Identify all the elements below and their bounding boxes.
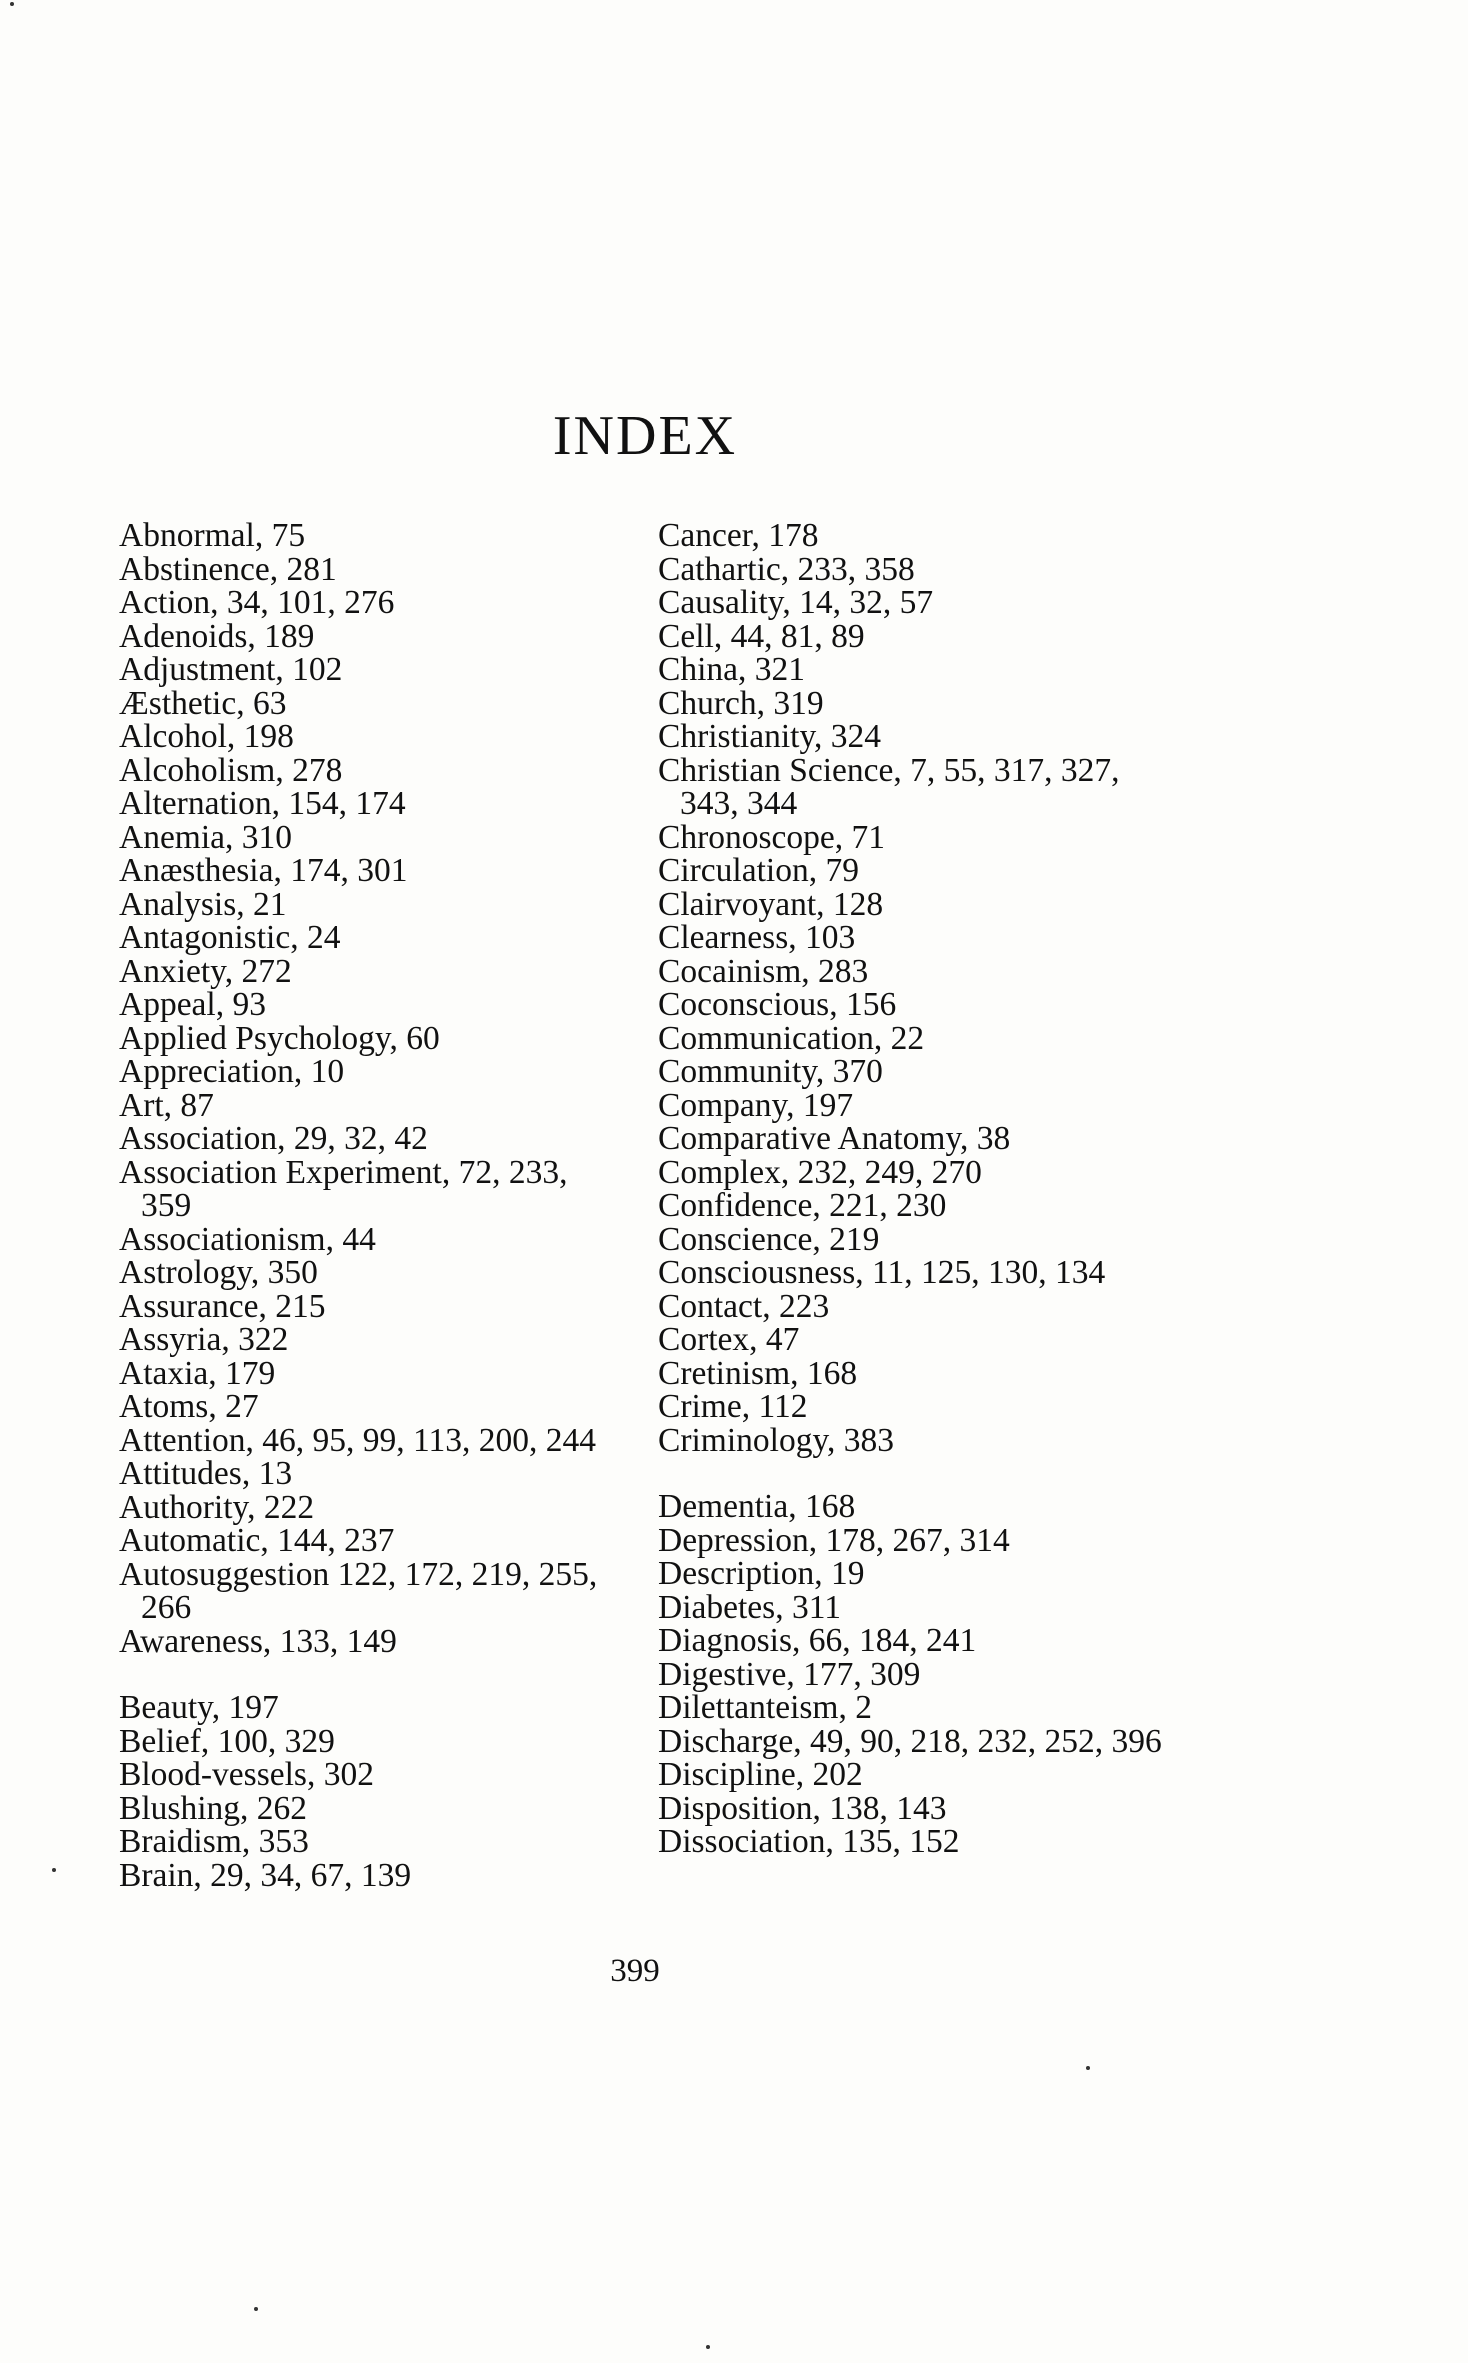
index-entry: Crime, 112 (658, 1388, 808, 1425)
index-entry: Association, 29, 32, 42 (119, 1120, 428, 1157)
index-entry: Confidence, 221, 230 (658, 1187, 947, 1224)
index-entry: Cell, 44, 81, 89 (658, 617, 865, 655)
print-speck (52, 1868, 56, 1872)
index-entry: Analysis, 21 (119, 885, 287, 923)
index-entry: Awareness, 133, 149 (119, 1622, 397, 1660)
index-entry: Brain, 29, 34, 67, 139 (119, 1856, 412, 1894)
index-entry: China, 321 (658, 651, 806, 688)
print-speck (706, 2345, 710, 2349)
index-entry: Church, 319 (658, 684, 824, 722)
index-entry: Cathartic, 233, 358 (658, 550, 915, 588)
index-entry: Discharge, 49, 90, 218, 232, 252, 396 (658, 1722, 1162, 1760)
index-entry: Clearness, 103 (658, 919, 856, 956)
index-entry: Attitudes, 13 (119, 1455, 293, 1492)
index-entry: Anxiety, 272 (119, 952, 292, 990)
index-entry: Appeal, 93 (119, 986, 266, 1023)
index-entry: Circulation, 79 (658, 852, 859, 889)
index-entry: Assurance, 215 (119, 1287, 326, 1325)
index-entry: Digestive, 177, 309 (658, 1655, 921, 1693)
index-entry: Comparative Anatomy, 38 (658, 1120, 1011, 1157)
index-entry: Cortex, 47 (658, 1321, 800, 1358)
index-entry: Blushing, 262 (119, 1789, 307, 1827)
print-speck (10, 2, 14, 6)
index-entry: Automatic, 144, 237 (119, 1522, 395, 1559)
index-entry: Christianity, 324 (658, 718, 882, 755)
index-entry: Braidism, 353 (119, 1823, 309, 1860)
index-entry: Autosuggestion 122, 172, 219, 255, 266 (119, 1555, 598, 1626)
index-entry: Description, 19 (658, 1555, 865, 1592)
index-entry: Causality, 14, 32, 57 (658, 584, 934, 621)
print-speck (1086, 2066, 1090, 2070)
index-entry: Community, 370 (658, 1053, 883, 1090)
index-entry: Appreciation, 10 (119, 1053, 345, 1090)
index-entry: Atoms, 27 (119, 1388, 259, 1425)
index-entry: Blood-vessels, 302 (119, 1756, 374, 1793)
index-entry: Consciousness, 11, 125, 130, 134 (658, 1254, 1106, 1291)
index-entry: Adenoids, 189 (119, 617, 315, 655)
index-column-right (658, 519, 1178, 1859)
index-entry: Communication, 22 (658, 1019, 925, 1057)
index-entry: Assyria, 322 (119, 1321, 289, 1358)
index-entry: Ataxia, 179 (119, 1354, 276, 1392)
index-entry: Authority, 222 (119, 1488, 315, 1526)
index-entry: Clairvoyant, 128 (658, 885, 884, 923)
index-entry: Æsthetic, 63 (119, 684, 287, 722)
index-entry: Alternation, 154, 174 (119, 785, 406, 822)
index-entry: Attention, 46, 95, 99, 113, 200, 244 (119, 1421, 597, 1459)
index-entry: Dilettanteism, 2 (658, 1689, 872, 1726)
print-speck (254, 2307, 258, 2311)
index-entry: Beauty, 197 (119, 1689, 279, 1726)
index-entry: Dementia, 168 (658, 1488, 856, 1525)
index-entry: Company, 197 (658, 1086, 854, 1124)
index-entry: Abnormal, 75 (119, 517, 306, 554)
index-entry: Associationism, 44 (119, 1220, 376, 1258)
index-entry: Belief, 100, 329 (119, 1722, 335, 1760)
index-entry: Disposition, 138, 143 (658, 1789, 947, 1827)
index-entry: Abstinence, 281 (119, 550, 337, 588)
index-entry: Anemia, 310 (119, 818, 293, 856)
page-title: INDEX (552, 405, 738, 467)
index-entry: Depression, 178, 267, 314 (658, 1521, 1010, 1559)
index-entry: Coconscious, 156 (658, 986, 897, 1023)
index-column-left (119, 519, 619, 1892)
index-entry: Chronoscope, 71 (658, 818, 886, 856)
index-entry: Diabetes, 311 (658, 1588, 841, 1626)
index-entry: Applied Psychology, 60 (119, 1019, 440, 1057)
page-number: 399 (610, 1953, 660, 1989)
index-entry: Alcoholism, 278 (119, 751, 343, 789)
index-entry: Diagnosis, 66, 184, 241 (658, 1622, 977, 1659)
index-entry: Cancer, 178 (658, 517, 819, 554)
index-entry: Discipline, 202 (658, 1756, 863, 1793)
index-entry: Anæsthesia, 174, 301 (119, 852, 408, 889)
index-entry: Dissociation, 135, 152 (658, 1823, 960, 1860)
index-entry: Adjustment, 102 (119, 651, 343, 688)
index-entry: Art, 87 (119, 1086, 214, 1124)
index-entry: Alcohol, 198 (119, 718, 294, 755)
index-entry: Cretinism, 168 (658, 1354, 858, 1392)
index-entry: Conscience, 219 (658, 1220, 880, 1258)
index-entry: Contact, 223 (658, 1287, 830, 1325)
index-entry: Complex, 232, 249, 270 (658, 1153, 982, 1191)
index-entry: Christian Science, 7, 55, 317, 327, 343, 344 (658, 751, 1120, 822)
index-entry: Antagonistic, 24 (119, 919, 341, 956)
index-entry: Action, 34, 101, 276 (119, 584, 395, 621)
index-entry: Association Experiment, 72, 233, 359 (119, 1153, 568, 1224)
index-entry: Criminology, 383 (658, 1421, 895, 1459)
index-entry: Cocainism, 283 (658, 952, 869, 990)
index-entry: Astrology, 350 (119, 1254, 318, 1291)
